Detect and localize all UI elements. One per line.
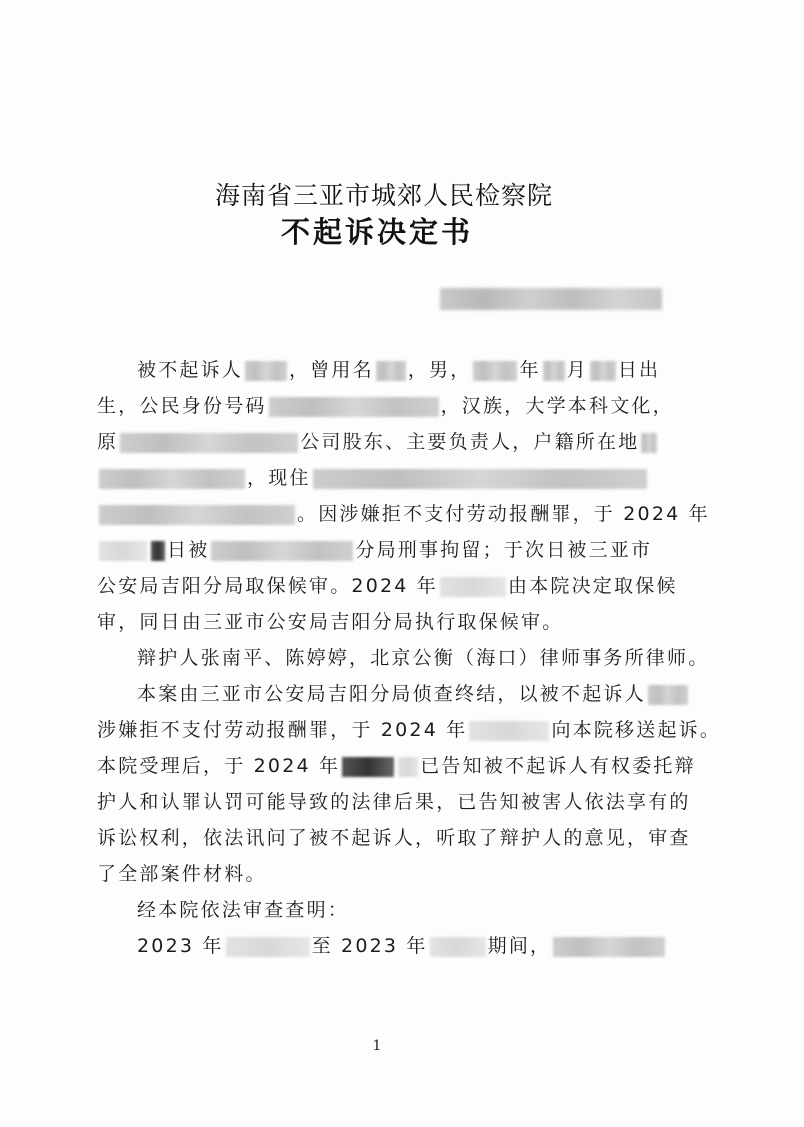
- text-segment: 生，公民身份号码: [97, 395, 267, 417]
- text-segment: 日被: [167, 539, 210, 561]
- text-segment: 已告知被不起诉人有权委托辩: [420, 755, 696, 777]
- redacted-year: [473, 361, 517, 381]
- body-line: [97, 604, 669, 640]
- body-line: [97, 460, 669, 496]
- redacted-document-number: [440, 288, 662, 310]
- text-segment: ，男，: [407, 359, 472, 381]
- body-line: [97, 892, 669, 928]
- redacted-day: [590, 361, 616, 381]
- redacted-agency: [211, 541, 353, 561]
- text-segment: 经本院依法审查查明：: [137, 899, 350, 921]
- body-line: [97, 532, 669, 568]
- redacted-residence-cont: [99, 505, 295, 525]
- text-segment: 辩护人张南平、陈婷婷，北京公衡（海口）律师事务所律师。: [137, 647, 710, 669]
- text-segment: 原: [97, 431, 119, 453]
- text-segment: 涉嫌拒不支付劳动报酬罪，于 2024 年: [97, 719, 468, 741]
- body-line: [97, 496, 710, 532]
- redacted-date: [151, 541, 165, 561]
- body-line: [97, 676, 669, 712]
- text-segment: 诉讼权利，依法讯问了被不起诉人，听取了辩护人的意见，审查: [97, 827, 691, 849]
- text-segment: ，现住: [247, 467, 311, 489]
- redacted-date: [469, 721, 549, 741]
- redacted-date: [440, 577, 506, 597]
- redacted-date: [226, 937, 310, 957]
- text-segment: 期间，: [487, 935, 552, 957]
- text-segment: 由本院决定取保候: [508, 575, 678, 597]
- body-line: [97, 424, 669, 460]
- document-title: 不起诉决定书: [280, 215, 473, 249]
- body-line: [97, 568, 678, 604]
- redacted-name: [553, 937, 665, 957]
- body-line: [97, 784, 691, 820]
- body-line: [97, 856, 669, 892]
- text-segment: 。因涉嫌拒不支付劳动报酬罪，于 2024 年: [297, 503, 710, 525]
- body-line: [97, 748, 696, 784]
- text-segment: 向本院移送起诉。: [551, 719, 722, 741]
- text-segment: ，曾用名: [289, 359, 374, 381]
- document-body: [97, 352, 722, 964]
- text-segment: 本院受理后，于 2024 年: [97, 755, 341, 777]
- redacted-alias: [376, 361, 406, 381]
- text-segment: 公司股东、主要负责人，户籍所在地: [300, 431, 640, 453]
- body-line: [97, 388, 674, 424]
- text-segment: ，汉族，大学本科文化，: [440, 395, 674, 417]
- text-segment: 护人和认罪认罚可能导致的法律后果，已告知被害人依法享有的: [97, 791, 691, 813]
- body-line: [97, 820, 691, 856]
- text-segment: 本案由三亚市公安局吉阳分局侦查终结，以被不起诉人: [137, 683, 646, 705]
- text-segment: 日出: [617, 359, 661, 381]
- redacted-month: [543, 361, 565, 381]
- redacted-name: [245, 361, 287, 381]
- redacted-residence: [313, 469, 647, 489]
- text-segment: 年: [519, 359, 541, 381]
- body-line: [97, 640, 710, 676]
- redacted-date: [430, 937, 486, 957]
- redacted-date: [342, 757, 394, 777]
- redacted-date: [99, 541, 147, 561]
- redacted-company: [120, 433, 298, 453]
- body-line: [97, 352, 669, 388]
- organization-name: 海南省三亚市城郊人民检察院: [214, 181, 553, 210]
- text-segment: 审，同日由三亚市公安局吉阳分局执行取保候审。: [97, 611, 564, 633]
- page-number: 1: [372, 1038, 382, 1054]
- redacted-id-number: [269, 397, 439, 417]
- text-segment: 至 2023 年: [311, 935, 428, 957]
- redacted-text: [641, 433, 657, 453]
- text-segment: 了全部案件材料。: [97, 863, 267, 885]
- redacted-name: [648, 685, 688, 705]
- redacted-household-address: [99, 469, 245, 489]
- text-segment: 被不起诉人: [137, 359, 244, 381]
- text-segment: 分局刑事拘留；于次日被三亚市: [355, 539, 653, 561]
- text-segment: 月: [566, 359, 588, 381]
- text-segment: 公安局吉阳分局取保候审。2024 年: [97, 575, 438, 597]
- body-line: [97, 928, 669, 964]
- text-segment: 2023 年: [137, 935, 224, 957]
- redacted-date: [398, 757, 418, 777]
- body-line: [97, 712, 722, 748]
